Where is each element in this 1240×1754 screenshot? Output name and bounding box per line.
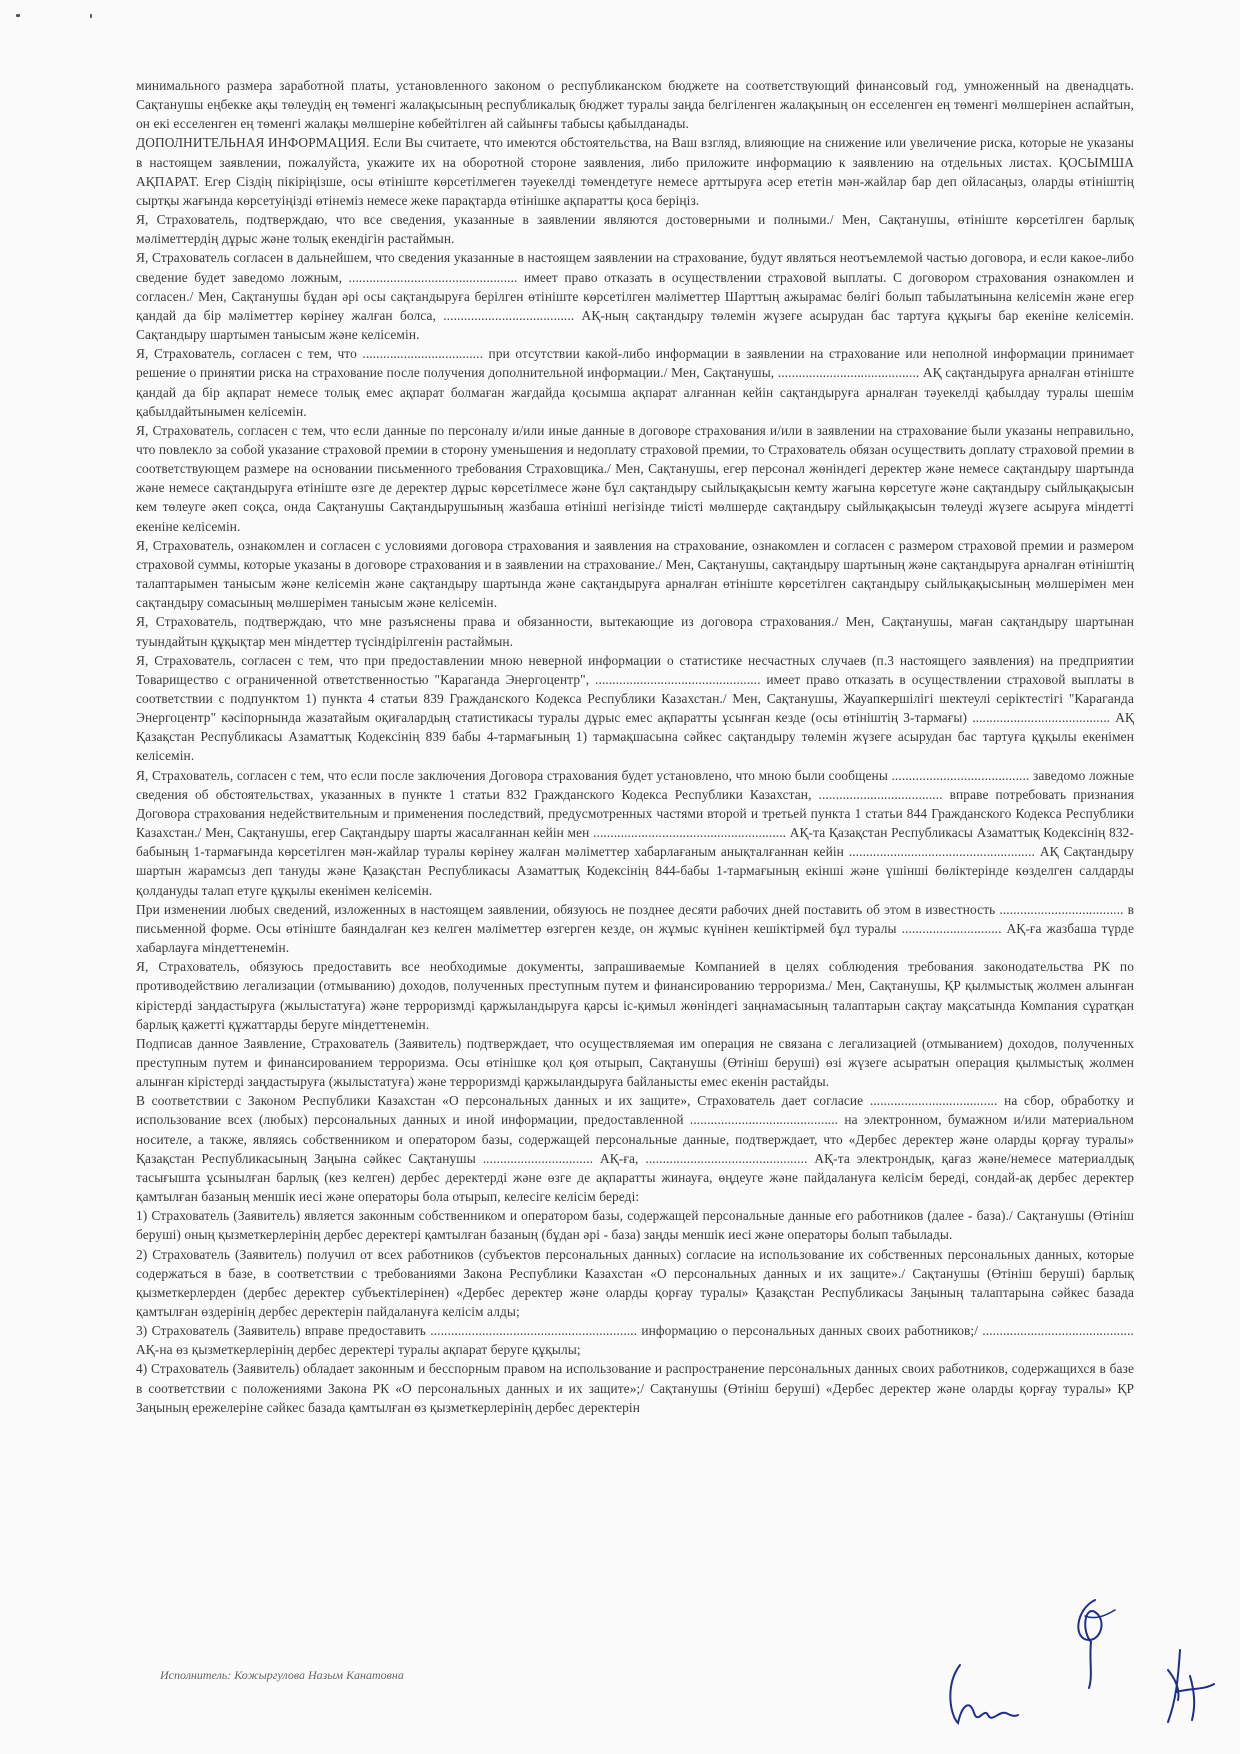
paragraph: При изменении любых сведений, изложенных в настоящем заявлении, обязуюсь не позднее десяти рабочих дней поставить об этом в известность .................................... в письменной форме. Осы өтініште баяндалған кез келген мәліметтер өзгерген кезде, он жұмыс күнінен кешіктірмей бұл туралы ............................. АҚ-ға жазбаша түрде хабарлауға міндеттенемін. — [136, 901, 1134, 956]
scan-speck — [90, 14, 92, 18]
scan-speck — [16, 14, 20, 17]
paragraph: Я, Страхователь, обязуюсь предоставить все необходимые документы, запрашиваемые Компанией в целях соблюдения требования законодательства РК по противодействию легализации (отмыванию) доходов, полученных преступным путем и финансированию терроризма./ Мен, Сақтанушы, ҚР қылмыстық жолмен алынған кірістерді заңдастыруға (жылыстатуға) және терроризмді қаржыландыруға қарсы іс-қимыл жөніндегі заңнамасының талаптарын сақтау мақсатында Компания сұратқан барлық қажетті құжаттарды беруге міндеттенемін. — [136, 959, 1134, 1032]
executor-line: Исполнитель: Кожыргулова Назым Канатовна — [160, 1668, 404, 1682]
paragraph: Я, Страхователь, согласен с тем, что если данные по персоналу и/или иные данные в договоре страхования и/или в заявлении на страхование были указаны неправильно, что повлекло за собой указание страховой премии в сторону уменьшения и недоплату страховой премии, то Страхователь обязан осуществить доплату страховой премии в соответствующем размере на основании письменного требования Страховщика./ Мен, Сақтанушы, егер персонал жөніндегі деректер және немесе сақтандыру шартында және немесе сақтандыруға өтініште өзге де деректер дұрыс көрсетілмесе және бұл сақтандыру сыйлықақысын кемту жағына көрсетуге және сақтандыру сыйлықақысын кем төлеуге әкеп соқса, онда Сақтанушы Сақтандырушының жазбаша өтініші негізінде тиісті мөлшерде сақтандыру сыйлықақысын төлеуді жүзеге асыруға міндетті екеніне келісемін. — [136, 422, 1134, 534]
paragraph: Я, Страхователь, ознакомлен и согласен с условиями договора страхования и заявления на страхование, ознакомлен и согласен с размером страховой премии и размером страховой суммы, которые указаны в договоре страхования и в заявлении на страхование./ Мен, Сақтанушы, сақтандыру шартының және сақтандыруға арналған өтініштің талаптарымен танысым және келісемін және сақтандыру шартында және сақтандыруға арналған өтініште көрсетілген сақтандыру сыйлықақысының мөлшерімен мен сақтандыру сомасының мөлшерімен танысым және келісемін. — [136, 537, 1134, 611]
paragraph: 3) Страхователь (Заявитель) вправе предоставить ............................................................ информацию о персональных данных своих работников;/ ............................................ АҚ-на өз қызметкерлерінің дербес деректері туралы ақпарат беруге құқылы; — [136, 1323, 1134, 1358]
paragraph: 2) Страхователь (Заявитель) получил от всех работников (субъектов персональных данных) согласие на использование их собственных персональных данных, которые содержаться в базе, в соответствии с требованиями Закона Республики Казахстан «О персональных данных и их защите»./ Сақтанушы (Өтініш беруші) барлық қызметкерлерден (дербес деректер субъектілерінен) «Дербес деректер және оларды қорғау туралы» Қазақстан Республикасы Заңының талаптарына сәйкес базада қамтылған өздерінің дербес деректерін пайдалануға келісім алды; — [136, 1246, 1134, 1319]
signature-3 — [1150, 1640, 1220, 1730]
paragraph: В соответствии с Законом Республики Казахстан «О персональных данных и их защите», Страхователь дает согласие ..................................... на сбор, обработку и использование всех (любых) персональных данных и иной информации, предоставленной ........................................... на электронном, бумажном и/или материальном носителе, а также, являясь собственником и оператором базы, содержащей персональные данные, подтверждает, что «Дербес деректер және оларды қорғау туралы» Қазақстан Республикасының Заңына сәйкес Сақтанушы ................................ АҚ-ға, ............................................... АҚ-та электрондық, қағаз және/немесе материалдық тасығышта ұсынылған барлық (кез келген) дербес деректерді және өзге де ақпаратты жинауға, өңдеуге және пайдалануға келісім береді, сондай-ақ дербес деректер қамтылған базаның меншік иесі және операторы бола отырып, келесіге келісім береді: — [136, 1093, 1134, 1205]
paragraph: 4) Страхователь (Заявитель) обладает законным и бесспорным правом на использование и распространение персональных данных своих работников, содержащихся в базе в соответствии с положениями Закона РК «О персональных данных и их защите»;/ Сақтанушы (Өтініш беруші) «Дербес деректер және оларды қорғау туралы» ҚР Заңының ережелеріне сәйкес базада қамтылған өз қызметкерлерінің дербес деректерін — [136, 1361, 1134, 1415]
document-body — [136, 76, 1134, 1417]
paragraph: Я, Страхователь, подтверждаю, что все сведения, указанные в заявлении являются достоверными и полными./ Мен, Сақтанушы, өтініште көрсетілген барлық мәліметтердің дұрыс және толық екендігін растаймын. — [136, 212, 1134, 247]
paragraph: Я, Страхователь согласен в дальнейшем, что сведения указанные в настоящем заявлении на страхование, будут являться неотъемлемой частью договора, и если какое-либо сведение будет заведомо ложным, ................................................. имеет право отказать в осуществлении страховой выплаты. С договором страхования ознакомлен и согласен./ Мен, Сақтанушы бұдан әрі осы сақтандыруға берілген өтініште көрсетілген мәліметтер Шарттың ажырамас бөлігі болып табылатынына келісемін және егер қандай да бір мәліметтер көрінеу жалған болса, ...................................... АҚ-ның сақтандыру төлемін жүзеге асырудан бас тартуға құқығы бар екеніне келісемін. Сақтандыру шартымен танысым және келісемін. — [136, 250, 1134, 343]
paragraph: ДОПОЛНИТЕЛЬНАЯ ИНФОРМАЦИЯ. Если Вы считаете, что имеются обстоятельства, на Ваш взгляд, влияющие на снижение или увеличение риска, которые не указаны в настоящем заявлении, пожалуйста, укажите их на оборотной стороне заявления, либо приложите информацию к заявлению на отдельных листах. ҚОСЫМША АҚПАРАТ. Егер Сіздің пікіріңізше, осы өтініште көрсетілмеген тәуекелді төмендетуге немесе арттыруға әсер ететін мән-жайлар бар деп ойласаңыз, оларды өтініштің сыртқы жағында көрсетуіңізді өтінеміз немесе жеке парақтарда өтінішке ақпаратты қоса беріңіз. — [136, 135, 1134, 208]
paragraph: Я, Страхователь, согласен с тем, что если после заключения Договора страхования будет установлено, что мною были сообщены ........................................ заведомо ложные сведения об обстоятельствах, указанных в пункте 1 статьи 832 Гражданского Кодекса Республики Казахстан, .................................... вправе потребовать признания Договора страхования недействительным и применения последствий, предусмотренных частями второй и третьей пункта 1 статьи 844 Гражданского Кодекса Республики Казахстан./ Мен, Сақтанушы, егер Сақтандыру шарты жасалғаннан кейін мен ........................................................ АҚ-та Қазақстан Республикасы Азаматтық Кодексінің 832-бабының 1-тармағында көрсетілген мән-жайлар туралы көрінеу жалған мәліметтер хабарлағаным анықталғаннан кейін ...................................................... АҚ Сақтандыру шартын жарамсыз деп тануды және Қазақстан Республикасы Азаматтық Кодексінің 844-бабы 1-тармағының екінші және үшінші бөліктерінде көзделген салдарды қолдануды талап етуге құқылы екенімен келісемін. — [136, 767, 1134, 898]
paragraph: минимального размера заработной платы, установленного законом о республиканском бюджете на соответствующий финансовый год, умноженный на двенадцать. Сақтанушы еңбекке ақы төлеудің ең төменгі жалақысының республикалық бюджет туралы заңда белгіленген жалақының он есселенген ең төменгі мөлшерінен аспайтын, он екі есселенген ең төменгі жалақы мөлшеріне көбейтілген ай сайынғы табысы қабылданады. — [136, 78, 1134, 132]
paragraph: Я, Страхователь, подтверждаю, что мне разъяснены права и обязанности, вытекающие из договора страхования./ Мен, Сақтанушы, маған сақтандыру шартынан туындайтын құқықтар мен міндеттер түсіндірілгенін растаймын. — [136, 614, 1134, 649]
signature-1 — [940, 1655, 1020, 1735]
paragraph: 1) Страхователь (Заявитель) является законным собственником и оператором базы, содержащей персональные данные его работников (далее - база)./ Сақтанушы (Өтініш беруші) оның қызметкерлерінің дербес деректері қамтылған базаның (бұдан әрі - база) заңды меншік иесі және операторы болып табылады. — [136, 1208, 1134, 1243]
paragraph: Я, Страхователь, согласен с тем, что ................................... при отсутствии какой-либо информации в заявлении на страхование или неполной информации принимает решение о принятии риска на страхование после получения дополнительной информации./ Мен, Сақтанушы, ......................................... АҚ сақтандыруға арналған өтініште қандай да бір ақпарат немесе толық емес ақпарат болмаған жағдайда қосымша ақпарат алғаннан кейін сақтандыруға арналған тәуекелді қабылдау туралы шешім қабылдайтынымен келісемін. — [136, 346, 1134, 419]
paragraph: Я, Страхователь, согласен с тем, что при предоставлении мною неверной информации о статистике несчастных случаев (п.3 настоящего заявления) на предприятии Товарищество с ограниченной ответственностью "Караганда Энергоцентр", ................................................ имеет право отказать в осуществлении страховой выплаты в соответствии с подпунктом 1) пункта 4 статьи 839 Гражданского Кодекса Республики Казахстан./ Мен, Сақтанушы, Жауапкершілігі шектеулі серіктестігі "Караганда Энергоцентр" кәсіпорнында жазатайым оқиғалардың статистикасы туралы дұрыс емес ақпаратты ұсынған кезде (осы өтініштің 3-тармағы) ........................................ АҚ Қазақстан Республикасы Азаматтық Кодексінің 839 бабы 4-тармағының 1) тармақшасына сәйкес сақтандыру төлемін жүзеге асырудан бас тартуға құқылы екенімен келісемін. — [136, 652, 1134, 764]
paragraph: Подписав данное Заявление, Страхователь (Заявитель) подтверждает, что осуществляемая им операция не связана с легализацией (отмыванием) доходов, полученных преступным путем и финансированием терроризма. Осы өтінішке қол қоя отырып, Сақтанушы (Өтініш беруші) өзі жүзеге асыратын операция қылмыстық жолмен алынған кірістерді заңдастыруға (жылыстатуға) және терроризмді қаржыландыруға байланысты емес екенін растайды. — [136, 1035, 1134, 1090]
signature-2 — [1055, 1570, 1125, 1690]
